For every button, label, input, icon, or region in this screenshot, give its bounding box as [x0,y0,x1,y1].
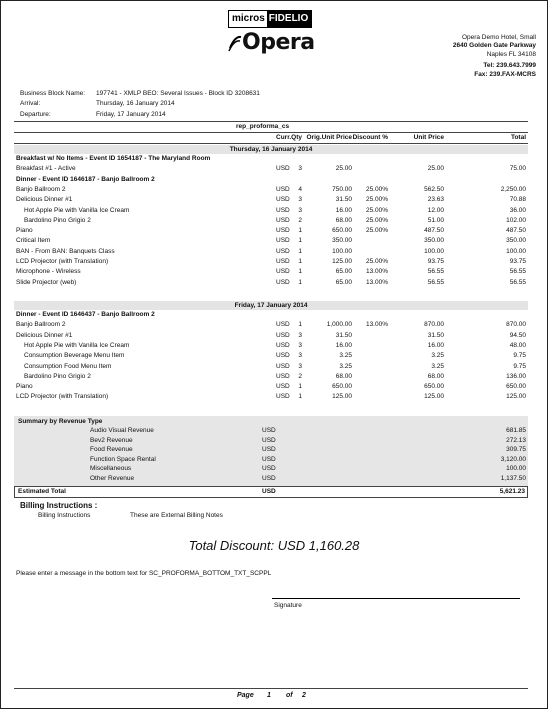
cell-curr: USD [276,362,290,370]
cell-item: Bardolino Pino Grigio 2 [24,372,91,380]
cell-item: Banjo Ballroom 2 [16,185,66,193]
cell-curr: USD [276,331,290,339]
cell-item: Piano [16,227,33,235]
line-item-row [14,195,528,205]
event-header-row [14,310,528,320]
block-name-label: Business Block Name: [20,90,86,97]
col-curr: Curr. [276,134,292,141]
summary-label: Function Space Rental [90,455,156,463]
hotel-tel: Tel: 239.643.7999 [483,62,536,70]
cell-orig: 125.00 [332,393,352,401]
event-header-row [14,175,528,185]
cell-item: Bardolino Pino Grigio 2 [24,216,91,224]
col-discount: Discount % [352,134,388,141]
cell-item: Delicious Dinner #1 [16,331,73,339]
line-item-row [14,331,528,341]
arrival-value: Thursday, 16 January 2014 [96,100,175,107]
cell-qty: 1 [298,247,302,255]
cell-orig: 65.00 [335,268,352,276]
hotel-address [453,34,536,79]
line-item-row [14,185,528,195]
cell-curr: USD [276,227,290,235]
cell-unit: 56.55 [427,278,444,286]
cell-qty: 3 [298,362,302,370]
departure-value: Friday, 17 January 2014 [96,111,166,118]
cell-total: 56.55 [509,268,526,276]
cell-item: Breakfast #1 - Active [16,165,76,173]
line-item-row [14,372,528,382]
line-item-row [14,257,528,267]
cell-qty: 3 [298,206,302,214]
cell-qty: 1 [298,268,302,276]
cell-total: 100.00 [506,247,526,255]
cell-total: 350.00 [506,237,526,245]
cell-orig: 68.00 [335,216,352,224]
cell-qty: 2 [298,216,302,224]
cell-orig: 25.00 [335,165,352,173]
cell-disc: 25.00% [365,206,388,214]
cell-qty: 1 [298,237,302,245]
cell-orig: 31.50 [335,331,352,339]
estimated-total-currency: USD [262,488,276,495]
summary-title: Summary by Revenue Type [18,418,103,425]
cell-total: 487.50 [506,227,526,235]
cell-curr: USD [276,185,290,193]
billing-label: Billing Instructions [38,512,91,519]
summary-label: Miscellaneous [90,465,132,473]
cell-unit: 25.00 [427,165,444,173]
line-item-row [14,247,528,257]
cell-unit: 93.75 [427,258,444,265]
summary-label: Bev2 Revenue [90,436,133,444]
billing-value: These are External Billing Notes [130,512,223,519]
cell-orig: 68.00 [335,372,352,380]
col-orig-price: Orig.Unit Price [306,134,352,141]
cell-orig: 16.00 [335,341,352,349]
cell-curr: USD [276,341,290,349]
day-header: Friday, 17 January 2014 [14,301,528,310]
summary-curr: USD [262,446,276,454]
cell-disc: 25.00% [365,227,388,235]
cell-unit: 12.00 [427,206,444,214]
cell-total: 870.00 [506,321,526,329]
line-item-row [14,216,528,226]
opera-logo [228,30,315,55]
summary-total: 1,137.50 [500,475,526,482]
cell-item: Breakfast w/ No Items - Event ID 1654187 - The Maryland Room [16,155,211,162]
cell-item: BAN - From BAN: Banquets Class [16,247,115,255]
cell-qty: 3 [298,352,302,360]
cell-unit: 68.00 [427,372,444,380]
line-item-row [14,278,528,288]
cell-total: 94.50 [509,331,526,339]
cell-total: 93.75 [509,258,526,265]
cell-total: 102.00 [506,216,526,224]
cell-total: 70.88 [509,196,526,204]
line-item-row [14,226,528,236]
cell-qty: 2 [298,372,302,380]
revenue-summary [14,416,528,486]
cell-curr: USD [276,247,290,255]
cell-item: LCD Projector (with Translation) [16,258,109,265]
cell-item: LCD Projector (with Translation) [16,393,109,401]
page-count: 2 [302,692,306,699]
cell-unit: 100.00 [424,247,444,255]
cell-total: 75.00 [509,165,526,173]
line-item-row [14,236,528,246]
cell-orig: 650.00 [332,383,352,391]
fidelio-text: FIDELIO [267,11,311,27]
summary-curr: USD [262,465,276,473]
line-item-row [14,267,528,277]
line-item-row [14,382,528,392]
cell-item: Critical Item [16,237,51,245]
cell-total: 136.00 [506,372,526,380]
cell-disc: 25.00% [365,216,388,224]
cell-curr: USD [276,352,290,360]
cell-orig: 750.00 [332,185,352,193]
line-item-row [14,341,528,351]
col-total: Total [510,134,526,141]
cell-total: 48.00 [509,341,526,349]
cell-item: Slide Projector (web) [16,278,77,286]
cell-item: Banjo Ballroom 2 [16,321,66,329]
cell-curr: USD [276,206,290,214]
opera-wordmark: Opera [242,30,315,55]
cell-total: 2,250.00 [500,185,526,193]
cell-item: Dinner - Event ID 1646437 - Banjo Ballroom 2 [16,311,155,318]
of-label: of [286,692,293,699]
arrival-label: Arrival: [20,100,41,107]
day-header: Thursday, 16 January 2014 [14,145,528,154]
cell-qty: 4 [298,185,302,193]
signature-label: Signature [274,602,302,609]
event-header-row [14,154,528,164]
total-discount: Total Discount: USD 1,160.28 [188,538,360,553]
billing-title: Billing Instructions : [20,501,98,510]
cell-item: Dinner - Event ID 1646187 - Banjo Ballroom 2 [16,175,155,183]
cell-unit: 562.50 [424,185,444,193]
line-item-row [14,320,528,330]
cell-unit: 350.00 [424,237,444,245]
cell-curr: USD [276,165,290,173]
line-item-row [14,392,528,402]
cell-qty: 3 [298,196,302,204]
cell-curr: USD [276,278,290,286]
cell-orig: 16.00 [335,206,352,214]
summary-curr: USD [262,455,276,463]
summary-label: Food Revenue [90,446,133,454]
col-unit-price: Unit Price [413,134,444,141]
cell-qty: 3 [298,165,302,173]
cell-disc: 13.00% [365,278,388,286]
cell-orig: 31.50 [335,196,352,204]
cell-curr: USD [276,237,290,245]
cell-qty: 1 [298,258,302,265]
col-qty: Qty [291,134,302,141]
summary-label: Audio Visual Revenue [90,427,154,434]
line-item-row [14,362,528,372]
cell-orig: 3.25 [339,352,352,360]
cell-orig: 3.25 [339,362,352,370]
cell-curr: USD [276,393,290,401]
cell-unit: 650.00 [424,383,444,391]
cell-unit: 3.25 [431,352,444,360]
hotel-fax: Fax: 239.FAX-MCRS [474,70,536,78]
cell-item: Delicious Dinner #1 [16,196,73,204]
cell-unit: 125.00 [424,393,444,401]
cell-curr: USD [276,196,290,204]
cell-total: 9.75 [513,362,526,370]
cell-qty: 1 [298,321,302,329]
summary-curr: USD [262,475,276,482]
summary-total: 100.00 [506,465,526,473]
estimated-total-label: Estimated Total [18,488,66,495]
cell-unit: 56.55 [427,268,444,276]
cell-item: Hot Apple Pie with Vanilla Ice Cream [24,341,130,349]
cell-curr: USD [276,372,290,380]
cell-orig: 350.00 [332,237,352,245]
cell-curr: USD [276,258,290,265]
cell-curr: USD [276,216,290,224]
cell-curr: USD [276,321,290,329]
cell-unit: 870.00 [424,321,444,329]
summary-curr: USD [262,436,276,444]
micros-text: micros [229,11,267,27]
block-name-value: 197741 - XMLP BEO: Several Issues - Block ID 3208631 [96,90,260,97]
divider [14,143,528,144]
departure-label: Departure: [20,111,51,118]
cell-total: 56.55 [509,278,526,286]
cell-unit: 23.63 [427,196,444,204]
footer-divider [14,688,528,689]
cell-qty: 1 [298,393,302,401]
micros-fidelio-logo [228,10,312,28]
cell-disc: 13.00% [365,268,388,276]
cell-orig: 650.00 [332,227,352,235]
cell-orig: 100.00 [332,247,352,255]
cell-unit: 51.00 [427,216,444,224]
cell-curr: USD [276,383,290,391]
cell-qty: 3 [298,341,302,349]
estimated-total-value: 5,621.23 [499,488,525,495]
line-item-row [14,206,528,216]
hotel-name: Opera Demo Hotel, Small [461,34,536,41]
summary-total: 272.13 [506,436,526,444]
summary-total: 309.75 [506,446,526,454]
report-name: rep_proforma_cs [236,123,290,130]
hotel-city: Naples FL 34108 [486,50,536,58]
opera-swoosh-icon [228,34,242,52]
cell-item: Microphone - Wireless [16,268,81,276]
cell-qty: 1 [298,227,302,235]
line-item-row [14,351,528,361]
cell-orig: 1,000.00 [326,321,352,329]
cell-unit: 3.25 [431,362,444,370]
page-label: Page [237,692,254,699]
cell-disc: 25.00% [365,185,388,193]
cell-disc: 25.00% [365,196,388,204]
cell-item: Consumption Beverage Menu Item [24,352,125,360]
cell-orig: 65.00 [335,278,352,286]
summary-total: 681.85 [506,427,526,434]
column-header-row [14,133,528,143]
cell-qty: 1 [298,383,302,391]
summary-label: Other Revenue [90,475,135,482]
bottom-message: Please enter a message in the bottom text for SC_PROFORMA_BOTTOM_TXT_SCPPL [16,570,272,577]
cell-qty: 1 [298,278,302,286]
cell-total: 36.00 [509,206,526,214]
page-number: 1 [267,692,271,699]
cell-unit: 487.50 [424,227,444,235]
estimated-total-row [14,486,528,498]
cell-item: Piano [16,383,33,391]
line-item-row [14,164,528,174]
cell-unit: 16.00 [427,341,444,349]
cell-total: 9.75 [513,352,526,360]
cell-curr: USD [276,268,290,276]
cell-total: 125.00 [506,393,526,401]
cell-item: Consumption Food Menu Item [24,362,112,370]
cell-orig: 125.00 [332,258,352,265]
summary-curr: USD [262,427,276,434]
hotel-street: 2640 Golden Gate Parkway [452,42,536,50]
cell-unit: 31.50 [427,331,444,339]
signature-line [272,598,520,599]
divider [14,121,528,122]
cell-item: Hot Apple Pie with Vanilla Ice Cream [24,206,130,214]
cell-qty: 3 [298,331,302,339]
summary-total: 3,120.00 [500,455,526,463]
cell-total: 650.00 [506,383,526,391]
cell-disc: 13.00% [365,321,388,329]
cell-disc: 25.00% [365,258,388,265]
